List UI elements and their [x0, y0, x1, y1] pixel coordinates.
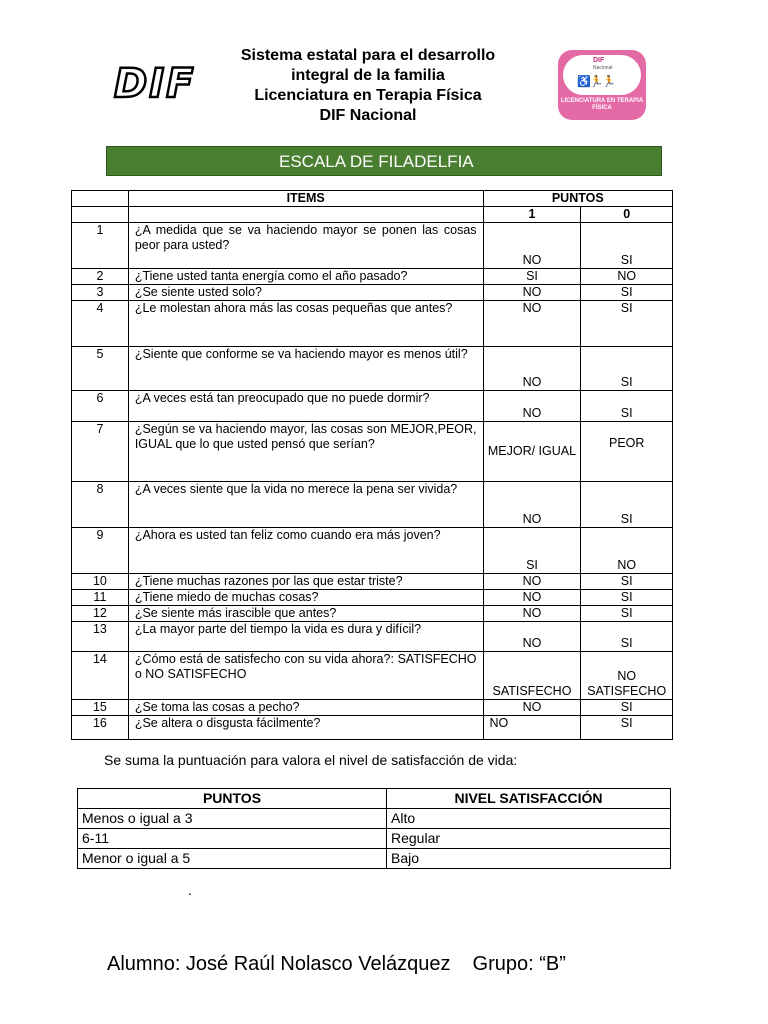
score-one-answer: NO [483, 590, 581, 606]
score-zero-answer: SI [581, 622, 673, 652]
item-question: ¿Según se va haciendo mayor, las cosas son MEJOR,PEOR, IGUAL que lo que usted pensó que serían? [128, 422, 483, 482]
table-row [72, 391, 673, 422]
table-row [72, 482, 673, 528]
table-row [72, 347, 673, 391]
item-number: 11 [72, 590, 129, 606]
item-question: ¿Se siente usted solo? [128, 285, 483, 301]
item-number: 10 [72, 574, 129, 590]
item-number: 3 [72, 285, 129, 301]
item-question: ¿Siente que conforme se va haciendo mayor es menos útil? [128, 347, 483, 391]
scale-row [78, 849, 671, 869]
scale-level: Regular [387, 829, 671, 849]
item-question: ¿Se altera o disgusta fácilmente? [128, 716, 483, 740]
logo-caption: LICENCIATURA EN TERAPIA FÍSICA [560, 98, 644, 111]
scoring-note: Se suma la puntuación para valora el nivel de satisfacción de vida: [104, 752, 518, 768]
item-number: 9 [72, 528, 129, 574]
table-row [72, 223, 673, 269]
item-question: ¿A veces siente que la vida no merece la pena ser vivida? [128, 482, 483, 528]
item-question: ¿Tiene muchas razones por las que estar triste? [128, 574, 483, 590]
item-question: ¿A veces está tan preocupado que no puede dormir? [128, 391, 483, 422]
score-one-answer: NO [483, 285, 581, 301]
score-one-answer: NO [483, 347, 581, 391]
score-zero-answer: SI [581, 700, 673, 716]
item-question: ¿Le molestan ahora más las cosas pequeñas que antes? [128, 301, 483, 347]
item-question: ¿Tiene miedo de muchas cosas? [128, 590, 483, 606]
scale-header-row [78, 789, 671, 809]
table-row [72, 574, 673, 590]
item-number: 14 [72, 652, 129, 700]
subheader-blank-1 [72, 207, 129, 223]
logo-nacional-text: Nacional [593, 65, 613, 71]
score-one-answer: MEJOR/ IGUAL [483, 422, 581, 482]
score-one-answer: NO [483, 482, 581, 528]
table-row [72, 716, 673, 740]
footer [107, 953, 566, 976]
score-one-answer: NO [483, 574, 581, 590]
score-one-answer: NO [483, 391, 581, 422]
header-blank [72, 191, 129, 207]
item-number: 13 [72, 622, 129, 652]
item-number: 7 [72, 422, 129, 482]
header-puntos: PUNTOS [483, 191, 672, 207]
stray-dot: . [188, 882, 192, 898]
item-question: ¿Cómo está de satisfecho con su vida ahora?: SATISFECHO o NO SATISFECHO [128, 652, 483, 700]
score-one-answer: NO [483, 606, 581, 622]
score-zero-answer: SI [581, 590, 673, 606]
scale-title-banner [106, 146, 662, 176]
score-zero-answer: NO SATISFECHO [581, 652, 673, 700]
scale-header-level: NIVEL SATISFACCIÓN [387, 789, 671, 809]
score-one-answer: NO [483, 223, 581, 269]
score-one-answer: NO [483, 622, 581, 652]
item-number: 8 [72, 482, 129, 528]
item-question: ¿Se siente más irascible que antes? [128, 606, 483, 622]
item-number: 12 [72, 606, 129, 622]
scale-points: Menor o igual a 5 [78, 849, 387, 869]
score-zero-answer: NO [581, 528, 673, 574]
table-header-row [72, 191, 673, 207]
table-row [72, 301, 673, 347]
scale-level: Alto [387, 809, 671, 829]
score-zero-answer: SI [581, 482, 673, 528]
document-header [200, 46, 536, 126]
item-question: ¿A medida que se va haciendo mayor se ponen las cosas peor para usted? [128, 223, 483, 269]
table-subheader-row [72, 207, 673, 223]
score-zero-answer: SI [581, 606, 673, 622]
score-zero-answer: SI [581, 285, 673, 301]
terapia-fisica-logo [558, 50, 646, 120]
score-one-answer: NO [483, 716, 581, 740]
header-line-2: integral de la familia [291, 67, 445, 84]
score-one-answer: SI [483, 528, 581, 574]
score-one-answer: NO [483, 301, 581, 347]
item-number: 4 [72, 301, 129, 347]
score-zero-answer: SI [581, 301, 673, 347]
table-row [72, 590, 673, 606]
scale-row [78, 809, 671, 829]
scale-points: 6-11 [78, 829, 387, 849]
logo-badge [563, 55, 641, 95]
table-row [72, 269, 673, 285]
item-question: ¿Se toma las cosas a pecho? [128, 700, 483, 716]
subheader-blank-2 [128, 207, 483, 223]
header-items: ITEMS [128, 191, 483, 207]
item-number: 5 [72, 347, 129, 391]
table-row [72, 652, 673, 700]
score-zero-answer: SI [581, 347, 673, 391]
table-row [72, 606, 673, 622]
score-zero-answer: SI [581, 716, 673, 740]
item-question: ¿La mayor parte del tiempo la vida es dura y difícil? [128, 622, 483, 652]
score-one-answer: SATISFECHO [483, 652, 581, 700]
student-name: Alumno: José Raúl Nolasco Velázquez [107, 953, 451, 975]
score-zero-answer: SI [581, 223, 673, 269]
scale-points: Menos o igual a 3 [78, 809, 387, 829]
table-row [72, 422, 673, 482]
score-zero-answer: NO [581, 269, 673, 285]
header-line-1: Sistema estatal para el desarrollo [240, 47, 496, 64]
item-number: 15 [72, 700, 129, 716]
table-row [72, 285, 673, 301]
item-question: ¿Tiene usted tanta energía como el año pasado? [128, 269, 483, 285]
item-question: ¿Ahora es usted tan feliz como cuando era más joven? [128, 528, 483, 574]
score-one-answer: NO [483, 700, 581, 716]
banner-text: ESCALA DE FILADELFIA [279, 152, 474, 171]
table-row [72, 622, 673, 652]
score-zero-answer: SI [581, 391, 673, 422]
score-one-answer: SI [483, 269, 581, 285]
item-number: 2 [72, 269, 129, 285]
item-number: 6 [72, 391, 129, 422]
header-line-3: Licenciatura en Terapia Física [254, 87, 482, 104]
table-row [72, 700, 673, 716]
header-score-one: 1 [483, 207, 581, 223]
header-score-zero: 0 [581, 207, 673, 223]
items-table [71, 190, 673, 740]
table-row [72, 528, 673, 574]
scale-level: Bajo [387, 849, 671, 869]
item-number: 16 [72, 716, 129, 740]
scale-header-points: PUNTOS [78, 789, 387, 809]
group-label: Grupo: “B” [472, 953, 566, 975]
score-zero-answer: PEOR [581, 422, 673, 482]
people-icon: ♿🏃🏃 [577, 76, 616, 88]
dif-logo-left: DIF [114, 61, 196, 107]
logo-dif-text: DIF [593, 57, 605, 64]
satisfaction-scale-table [77, 788, 671, 869]
item-number: 1 [72, 223, 129, 269]
header-line-4: DIF Nacional [319, 107, 417, 124]
scale-row [78, 829, 671, 849]
score-zero-answer: SI [581, 574, 673, 590]
